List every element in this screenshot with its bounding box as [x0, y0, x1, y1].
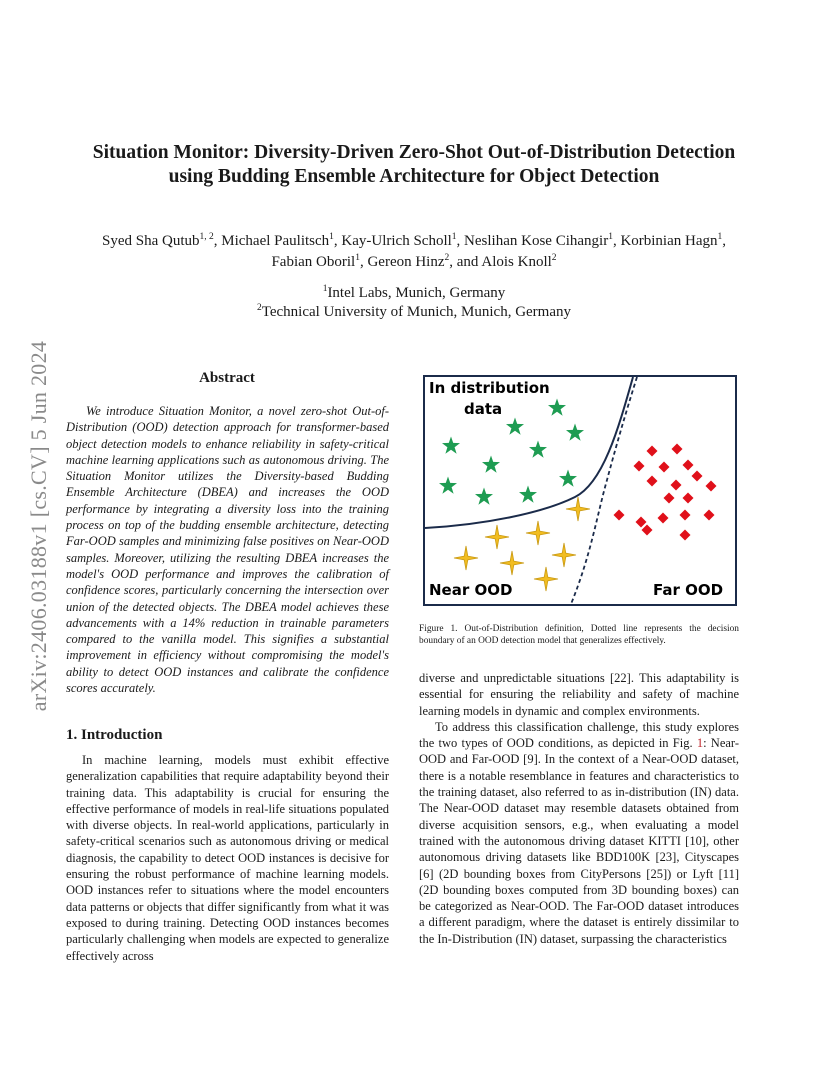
abstract-paragraph: We introduce Situation Monitor, a novel zero-shot Out-of-Distribution (OOD) detection approach for transformer-based object detection models to enhance reliability in safety-critical machine learning applications such as autonomous driving. The Situation Monitor utilizes the Diversity-based Budding Ensemble Architecture (DBEA) and increases the OOD performance by integrating a diversity loss into the training process on top of the budding ensemble architecture, detecting Far-OOD samples and minimizing false positives on Near-OOD samples. Moreover, utilizing the resulting DBEA increases the model's OOD performance and improves the calibration of confidence scores, particularly concerning the intersection over union of the detected objects. The DBEA model achieves these advancements with a 14% reduction in trainable parameters compared to the vanilla model. This signifies a substantial improvement in efficiency without compromising the model's ability to detect OOD instances and calibrate the confidence scores accurately.	[66, 404, 389, 696]
abstract-heading: Abstract	[199, 370, 255, 386]
arxiv-identifier: arXiv:2406.03188v1 [cs.CV] 5 Jun 2024	[26, 340, 51, 712]
author-name: Alois Knoll	[481, 254, 552, 270]
author-affiliation-mark: 1	[608, 232, 613, 242]
introduction-text	[66, 752, 389, 964]
author-line-1: Syed Sha Qutub$^{1, 2}$, Michael Paulitsch$^1$, Kay-Ulrich Scholl$^1$, Neslihan Kose Cihangir$^1$, Korbinian Hagn$^1$,	[102, 232, 726, 249]
author-affiliation-mark: 2	[551, 253, 557, 263]
near-ood-label: Near OOD	[429, 581, 513, 599]
author-name: Gereon Hinz	[367, 254, 445, 270]
introduction-paragraph: In machine learning, models must exhibit effective generalization capabilities that require adaptability beyond their training data. This adaptability is crucial for ensuring the effective performance of models in real-life situations populated with diverse objects. In real-world applications, particularly in safety-critical scenarios such as autonomous driving or medical diagnosis, the capability to detect OOD instances is decisive for ensuring the robust performance of machine learning models. OOD instances refer to situations where the model encounters data patterns or objects that differ significantly from what it was exposed to during training. Detecting OOD instances becomes particularly challenging when models are expected to generalize effectively across	[66, 753, 389, 963]
in-distribution-label-line1: In distribution	[429, 379, 550, 397]
author-line-2: Fabian Oboril$^1$, Gereon Hinz$^2$, and Alois Knoll$^2$	[271, 253, 557, 270]
author-affiliation-mark: 1, 2	[199, 232, 214, 242]
figure-link[interactable]: 1	[696, 736, 704, 751]
author-affiliation-mark: 1	[717, 232, 723, 242]
author-affiliation-mark: 1	[355, 253, 360, 263]
affiliation-1	[60, 284, 768, 303]
author-name: Neslihan Kose Cihangir	[464, 233, 609, 249]
affiliation-text: Intel Labs, Munich, Germany	[327, 285, 506, 301]
in-distribution-label-line2: data	[464, 400, 503, 418]
far-ood-label: Far OOD	[653, 581, 724, 599]
author-list	[60, 231, 768, 273]
affiliation-number: 1	[322, 284, 328, 294]
right-paragraph-1: diverse and unpredictable situations [22]. This adaptability is essential for ensuring the reliability and safety of machine learning models in dynamic and complex environments.	[419, 671, 739, 718]
abstract-text	[66, 403, 389, 696]
affiliation-number: 2	[256, 303, 262, 313]
figure-caption: Figure 1. Out-of-Distribution definition, Dotted line represents the decision boundary of an OOD detection model that generalizes effectively.	[419, 624, 739, 647]
right-paragraph-2	[419, 719, 739, 947]
author-affiliation-mark: 1	[451, 232, 457, 242]
paper-title	[60, 141, 768, 189]
affiliation-2	[60, 303, 768, 322]
ood-diagram	[423, 375, 737, 606]
author-name: Michael Paulitsch	[221, 233, 330, 249]
title-line-2: using Budding Ensemble Architecture for Object Detection	[168, 166, 660, 187]
ood-figure	[423, 375, 737, 606]
title-line-1: Situation Monitor: Diversity-Driven Zero-Shot Out-of-Distribution Detection	[92, 142, 736, 163]
introduction-heading: 1. Introduction	[66, 727, 163, 743]
author-affiliation-mark: 1	[329, 232, 334, 242]
affiliation-text: Technical University of Munich, Munich, Germany	[261, 304, 572, 320]
affiliations	[60, 284, 768, 322]
paragraph-text: To address this classification challenge, this study explores the two types of OOD conditions, as depicted in Fig.	[419, 719, 739, 751]
paragraph-text: : Near-OOD and Far-OOD [9]. In the context of a Near-OOD dataset, there is a notable resemblance in features and characteristics to the training dataset, also referred to as in-distribution (IN) data. The Near-OOD dataset may resemble datasets obtained from diverse acquisition sensors, e.g., when evaluating a model trained with the autonomous driving dataset KITTI [10], other autonomous driving datasets like BDD100K [23], Cityscapes [6] (2D bounding boxes from CityPersons [25]) or Lyft [11] (2D bounding boxes computed from 3D bounding boxes) can be categorized as Near-OOD. The Far-OOD dataset introduces a different paradigm, where the dataset is entirely dissimilar to the In-Distribution (IN) dataset, surpassing the characteristics	[419, 736, 739, 946]
author-affiliation-mark: 2	[444, 253, 450, 263]
right-column-text	[419, 670, 739, 947]
author-name: Fabian Oboril	[271, 254, 356, 270]
author-name: Syed Sha Qutub	[102, 233, 200, 249]
author-name: Korbinian Hagn	[620, 233, 718, 249]
author-name: Kay-Ulrich Scholl	[341, 233, 452, 249]
